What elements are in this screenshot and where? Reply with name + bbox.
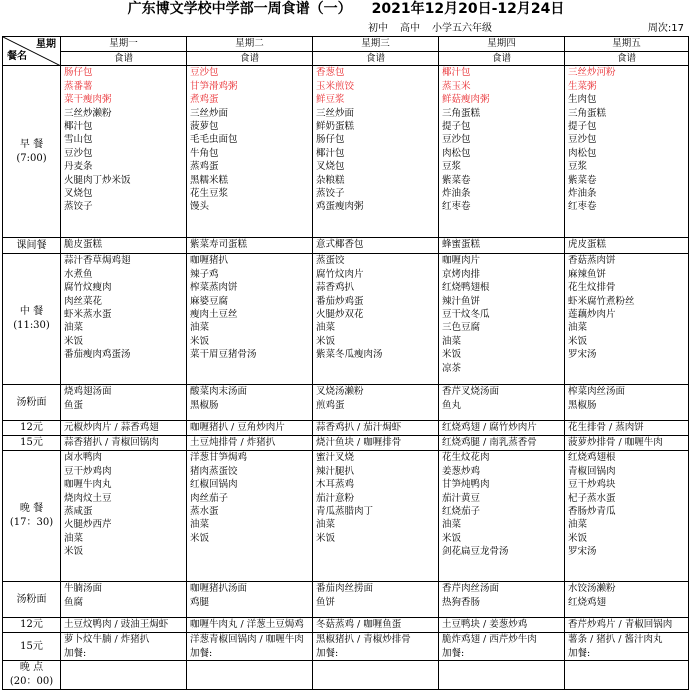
dish-item: 提子包 — [442, 120, 471, 132]
breakfast-wed — [313, 66, 439, 238]
dish-item: 烧鸡翅汤面 — [64, 386, 112, 398]
dish-item: 榨菜肉丝汤面 — [568, 386, 626, 398]
dinner-label: 晚 餐 (17：30) — [3, 451, 61, 582]
noodle1-fri — [565, 385, 689, 421]
dish-item: 紫菜冬瓜瘦肉汤 — [316, 349, 383, 361]
price15b-fri: 薯条 / 猪扒 / 酱汁肉丸 加餐: — [565, 633, 689, 661]
featured-dish: 菜干瘦肉粥 — [64, 94, 112, 106]
dish-item: 花生炆花肉 — [442, 452, 490, 464]
lunch-time: (11:30) — [13, 320, 50, 332]
dish-item: 麻辣鱼饼 — [568, 268, 607, 280]
extra-meal-label: 加餐: — [316, 647, 339, 659]
dish-item: 油菜 — [442, 335, 462, 347]
featured-dish: 鲜豆浆 — [316, 94, 345, 106]
dish-item: 油菜 — [316, 519, 336, 531]
price15-label-1: 15元 — [3, 436, 61, 451]
dish-item: 米饭 — [64, 546, 84, 558]
dish-item: 油菜 — [442, 519, 462, 531]
dish-item: 三色豆腐 — [442, 322, 481, 334]
dish-item: 香菇蒸肉饼 — [568, 255, 616, 267]
dish-item: 豆沙包 — [64, 147, 93, 159]
breakfast-tue — [187, 66, 313, 238]
date-range: 2021年12月20日-12月24日 — [371, 1, 565, 17]
dish-item: 水饺汤濑粉 — [568, 583, 616, 595]
noodle1-wed — [313, 385, 439, 421]
dish-item: 米饭 — [64, 335, 84, 347]
dish-item: 瘦肉土豆丝 — [190, 308, 238, 320]
dish-item: 三丝炒濑粉 — [64, 107, 112, 119]
featured-dish: 香葱包 — [316, 67, 345, 79]
noodle1-thu — [439, 385, 565, 421]
dish-item: 酸菜肉末汤面 — [190, 386, 248, 398]
dish-item: 花生炆排骨 — [568, 282, 616, 294]
day-header-thu: 星期四 — [439, 37, 565, 52]
price15a-fri: 菠萝炒排骨 / 咖喱牛肉 — [565, 436, 689, 451]
dish-item: 菠萝包 — [190, 120, 219, 132]
dish-item: 莲藕炒肉片 — [568, 308, 616, 320]
price12b-thu: 土豆鸭块 / 姜葱炒鸡 — [439, 618, 565, 633]
dinner-mon — [61, 451, 187, 582]
latenight-mon — [61, 661, 187, 690]
price12b-mon: 土豆炆鸭肉 / 豉油王焗虾 — [61, 618, 187, 633]
dish-item: 水煮鱼 — [64, 268, 93, 280]
dish-item: 豆干炒鸡肉 — [64, 465, 112, 477]
price12a-wed: 蒜香鸡扒 / 茄汁焗虾 — [313, 421, 439, 436]
dish-item: 牛角包 — [190, 147, 219, 159]
dish-item: 虾米蒸水蛋 — [64, 308, 112, 320]
dish-item: 罗宋汤 — [568, 546, 597, 558]
price12a-fri: 花生排骨 / 蒸肉饼 — [565, 421, 689, 436]
dish-item: 香芹肉丝汤面 — [442, 583, 500, 595]
dish-item: 油菜 — [190, 519, 210, 531]
dish-item: 剑花扁豆龙骨汤 — [442, 546, 509, 558]
noodle-row-2 — [3, 582, 689, 618]
noodle1-tue — [187, 385, 313, 421]
dish-item: 蜜汁叉烧 — [316, 452, 355, 464]
extra-meal-label: 加餐: — [190, 647, 213, 659]
featured-dish: 肠仔包 — [64, 67, 93, 79]
noodle2-tue — [187, 582, 313, 618]
dish-item: 椰汁包 — [64, 120, 93, 132]
recipe-header: 食谱 — [565, 52, 689, 66]
corner-label-meal: 餐名 — [7, 51, 27, 62]
dish-item: 豆浆 — [442, 161, 462, 173]
dish-item: 辣子鸡 — [190, 268, 219, 280]
dish-item: 咖喱猪扒 — [190, 255, 229, 267]
dish-item: 豆干炒鸡块 — [568, 479, 616, 491]
dish-item: 三丝炒面 — [190, 107, 229, 119]
day-header-mon: 星期一 — [61, 37, 187, 52]
breakfast-mon — [61, 66, 187, 238]
dish-item: 菜干眉豆猪骨汤 — [190, 349, 257, 361]
lunch-row — [3, 254, 689, 385]
snack-label: 课间餐 — [3, 238, 61, 254]
dish-item: 三角蛋糕 — [568, 107, 607, 119]
dish-item: 蒜香鸡扒 — [316, 282, 355, 294]
extra-meal-label: 加餐: — [442, 647, 465, 659]
featured-dish: 甘笋滑鸡粥 — [190, 80, 238, 92]
dish-item: 煎鸡蛋 — [316, 399, 345, 411]
price15-row-2 — [3, 633, 689, 661]
price12-row-1 — [3, 421, 689, 436]
recipe-header: 食谱 — [61, 52, 187, 66]
dish-item: 榨菜蒸肉饼 — [190, 282, 238, 294]
dish-item: 肠仔包 — [316, 134, 345, 146]
noodle1-mon — [61, 385, 187, 421]
dish-item: 豆沙包 — [442, 134, 471, 146]
dish-item: 鱼腐 — [64, 596, 84, 608]
dish-item: 火腿炒西芹 — [64, 519, 112, 531]
subheader-line — [0, 22, 692, 36]
dish-item: 黑椒肠 — [568, 399, 597, 411]
lunch-mon — [61, 254, 187, 385]
dish-item: 生肉包 — [568, 94, 597, 106]
dish-item: 番茄瘦肉鸡蛋汤 — [64, 349, 131, 361]
dish-item: 烧肉炆土豆 — [64, 492, 112, 504]
recipe-header: 食谱 — [187, 52, 313, 66]
dish-item: 蒸蛋饺 — [316, 255, 345, 267]
dish-item: 蒸咸蛋 — [64, 505, 93, 517]
dish-item: 雪山包 — [64, 134, 93, 146]
price12b-wed: 冬菇蒸鸡 / 咖喱鱼蛋 — [313, 618, 439, 633]
noodle2-fri — [565, 582, 689, 618]
noodle-row-1 — [3, 385, 689, 421]
grade-primary: 小学五六年级 — [432, 23, 492, 34]
dish-item: 丹麦条 — [64, 161, 93, 173]
dish-item: 蒜汁香草焗鸡翅 — [64, 255, 131, 267]
dish-item: 猪肉蒸蛋饺 — [190, 465, 238, 477]
snack-row — [3, 238, 689, 254]
lunch-tue — [187, 254, 313, 385]
lunch-label: 中 餐 (11:30) — [3, 254, 61, 385]
dish-item: 茄汁意粉 — [316, 492, 355, 504]
featured-dish: 玉米煎饺 — [316, 80, 355, 92]
dish-item: 三角蛋糕 — [442, 107, 481, 119]
dish-item: 火腿炒双花 — [316, 308, 364, 320]
snack-tue: 紫菜寿司蛋糕 — [187, 238, 313, 254]
dish-item: 叉烧汤濑粉 — [316, 386, 364, 398]
dish-item: 鱼蛋 — [64, 399, 84, 411]
dish-item: 鸡腿 — [190, 596, 210, 608]
price15a-tue: 土豆炖排骨 / 炸猪扒 — [187, 436, 313, 451]
price12-label-2: 12元 — [3, 618, 61, 633]
price15b-mon: 萝卜炆牛腩 / 炸猪扒 加餐: — [61, 633, 187, 661]
dish-item: 洋葱甘笋焗鸡 — [190, 452, 248, 464]
dish-item: 杂粮糕 — [316, 174, 345, 186]
price15b-thu: 脆炸鸡翅 / 西芹炒牛肉 加餐: — [439, 633, 565, 661]
price12a-mon: 元椒炒肉片 / 蒜香鸡翅 — [61, 421, 187, 436]
breakfast-row — [3, 66, 689, 238]
dish-item: 肉丝菜花 — [64, 295, 103, 307]
price15a-wed: 烧汁鱼块 / 咖喱排骨 — [313, 436, 439, 451]
dish-item: 杞子蒸水蛋 — [568, 492, 616, 504]
featured-dish: 鲜菇瘦肉粥 — [442, 94, 490, 106]
dish-item: 辣汁鱼饼 — [442, 295, 481, 307]
latenight-label: 晚 点 (20：00) — [3, 661, 61, 690]
featured-dish: 豆沙包 — [190, 67, 219, 79]
document-title: 广东博文学校中学部一周食谱（一） 2021年12月20日-12月24日 — [127, 1, 565, 17]
dish-item: 豆浆 — [568, 161, 588, 173]
dish-item: 炸油条 — [442, 187, 471, 199]
price15-label-2: 15元 — [3, 633, 61, 661]
featured-dish: 椰汁包 — [442, 67, 471, 79]
dish-item: 油菜 — [190, 322, 210, 334]
dish-item: 腐竹炆肉片 — [316, 268, 364, 280]
featured-dish: 蒸番薯 — [64, 80, 93, 92]
dish-item: 提子包 — [568, 120, 597, 132]
day-header-tue: 星期二 — [187, 37, 313, 52]
extra-meal-label: 加餐: — [568, 647, 591, 659]
lunch-thu — [439, 254, 565, 385]
price12b-fri: 香芹炒鸡片 / 青椒回锅肉 — [565, 618, 689, 633]
dish-item: 甘笋炖鸭肉 — [442, 479, 490, 491]
price15b-wed: 黑椒猪扒 / 青椒炒排骨 加餐: — [313, 633, 439, 661]
dish-item: 三丝炒面 — [316, 107, 355, 119]
dish-item: 椰汁包 — [316, 147, 345, 159]
dish-item: 花生豆浆 — [190, 187, 229, 199]
grade-senior: 高中 — [400, 23, 420, 34]
dish-item: 鸡蛋瘦肉粥 — [316, 201, 364, 213]
dish-item: 鱼丸 — [442, 399, 462, 411]
dish-item: 红烧茄子 — [442, 505, 481, 517]
dish-item: 虾米腐竹煮粉丝 — [568, 295, 635, 307]
subheader-row — [3, 52, 689, 66]
dish-item: 豆沙包 — [568, 134, 597, 146]
dinner-thu — [439, 451, 565, 582]
dish-item: 肉松包 — [442, 147, 471, 159]
dish-item: 罗宋汤 — [568, 349, 597, 361]
dish-item: 热狗香肠 — [442, 596, 481, 608]
dish-item: 鲜奶蛋糕 — [316, 120, 355, 132]
dish-item: 毛毛虫面包 — [190, 134, 238, 146]
day-header-wed: 星期三 — [313, 37, 439, 52]
price12b-tue: 咖喱牛肉丸 / 洋葱土豆焗鸡 — [187, 618, 313, 633]
noodle2-thu — [439, 582, 565, 618]
dish-item: 蒸饺子 — [316, 187, 345, 199]
dish-item: 番茄炒鸡蛋 — [316, 295, 364, 307]
dish-item: 番茄肉丝捞面 — [316, 583, 374, 595]
latenight-row — [3, 661, 689, 690]
lunch-wed — [313, 254, 439, 385]
dish-item: 鱼饼 — [316, 596, 336, 608]
dish-item: 红烧鸭翅根 — [442, 282, 490, 294]
dish-item: 青椒回锅肉 — [568, 465, 616, 477]
grade-list — [368, 22, 504, 36]
dish-item: 辣汁腿扒 — [316, 465, 355, 477]
featured-dish: 煮鸡蛋 — [190, 94, 219, 106]
price12a-thu: 红烧鸡翅 / 腐竹炒肉片 — [439, 421, 565, 436]
corner-cell — [3, 37, 61, 66]
snack-thu: 蜂蜜蛋糕 — [439, 238, 565, 254]
dish-item: 蒸水蛋 — [190, 505, 219, 517]
header-row — [3, 37, 689, 52]
dish-item: 咖喱肉片 — [442, 255, 481, 267]
dish-item: 米饭 — [316, 335, 336, 347]
noodle-label-1: 汤粉面 — [3, 385, 61, 421]
dish-item: 油菜 — [568, 322, 588, 334]
latenight-time: (20：00) — [9, 676, 54, 688]
price12a-tue: 咖喱猪扒 / 豆角炒肉片 — [187, 421, 313, 436]
dish-item: 豆干炆冬瓜 — [442, 308, 490, 320]
noodle2-mon — [61, 582, 187, 618]
breakfast-label: 早 餐 (7:00) — [3, 66, 61, 238]
dish-item: 蒸饺子 — [64, 201, 93, 213]
dish-item: 肉松包 — [568, 147, 597, 159]
corner-label-week: 星期 — [36, 39, 56, 50]
dinner-time: (17：30) — [9, 517, 54, 529]
dish-item: 火腿肉丁炒米饭 — [64, 174, 131, 186]
dish-item: 米饭 — [190, 532, 210, 544]
dish-item: 姜葱炒鸡 — [442, 465, 481, 477]
extra-meal-label: 加餐: — [64, 647, 87, 659]
featured-dish: 生菜粥 — [568, 80, 597, 92]
dinner-tue — [187, 451, 313, 582]
dish-item: 青瓜蒸腊肉丁 — [316, 505, 374, 517]
dinner-fri — [565, 451, 689, 582]
dish-item: 叉烧包 — [316, 161, 345, 173]
price15-row-1 — [3, 436, 689, 451]
dinner-wed — [313, 451, 439, 582]
dish-item: 咖喱猪扒汤面 — [190, 583, 248, 595]
dish-item: 黑椒肠 — [190, 399, 219, 411]
grade-junior: 初中 — [368, 23, 388, 34]
dish-item: 油菜 — [64, 532, 84, 544]
dish-item: 米饭 — [568, 335, 588, 347]
dish-item: 油菜 — [568, 519, 588, 531]
dish-item: 麻婆豆腐 — [190, 295, 229, 307]
dinner-row — [3, 451, 689, 582]
menu-table — [2, 36, 689, 690]
recipe-header: 食谱 — [439, 52, 565, 66]
dish-item: 腐竹炆瘦肉 — [64, 282, 112, 294]
noodle-label-2: 汤粉面 — [3, 582, 61, 618]
dish-item: 香肠炒青瓜 — [568, 505, 616, 517]
snack-fri: 虎皮蛋糕 — [565, 238, 689, 254]
dish-item: 香芹叉烧汤面 — [442, 386, 500, 398]
dish-item: 咖喱牛肉丸 — [64, 479, 112, 491]
dish-item: 米饭 — [316, 532, 336, 544]
breakfast-thu — [439, 66, 565, 238]
snack-mon: 脆皮蛋糕 — [61, 238, 187, 254]
recipe-header: 食谱 — [313, 52, 439, 66]
price15a-thu: 红烧鸡腿 / 南乳蒸香骨 — [439, 436, 565, 451]
dish-item: 凉茶 — [442, 362, 462, 374]
price15b-tue: 洋葱青椒回锅肉 / 咖喱牛肉 加餐: — [187, 633, 313, 661]
dish-item: 卤水鸭肉 — [64, 452, 103, 464]
dish-item: 茄汁黄豆 — [442, 492, 481, 504]
featured-dish: 蒸玉米 — [442, 80, 471, 92]
dish-item: 米饭 — [190, 335, 210, 347]
snack-wed: 意式椰香包 — [313, 238, 439, 254]
dish-item: 木耳蒸鸡 — [316, 479, 355, 491]
dish-item: 红椒回锅肉 — [190, 479, 238, 491]
price15a-mon: 蒜香猪扒 / 青椒回锅肉 — [61, 436, 187, 451]
featured-dish: 三丝炒河粉 — [568, 67, 616, 79]
price12-label-1: 12元 — [3, 421, 61, 436]
dish-item: 红枣卷 — [568, 201, 597, 213]
latenight-tue — [187, 661, 313, 690]
dish-item: 牛腩汤面 — [64, 583, 103, 595]
day-header-fri: 星期五 — [565, 37, 689, 52]
lunch-fri — [565, 254, 689, 385]
price12-row-2 — [3, 618, 689, 633]
dish-item: 肉丝茄子 — [190, 492, 229, 504]
week-number: 周次:17 — [647, 23, 684, 34]
dish-item: 炸油条 — [568, 187, 597, 199]
dish-item: 红枣卷 — [442, 201, 471, 213]
dish-item: 馒头 — [190, 201, 210, 213]
latenight-wed — [313, 661, 439, 690]
dish-item: 紫菜卷 — [568, 174, 597, 186]
latenight-thu — [439, 661, 565, 690]
noodle2-wed — [313, 582, 439, 618]
dish-item: 米饭 — [442, 532, 462, 544]
dish-item: 紫菜卷 — [442, 174, 471, 186]
dish-item: 米饭 — [568, 532, 588, 544]
breakfast-time: (7:00) — [16, 152, 47, 164]
latenight-fri — [565, 661, 689, 690]
dish-item: 米饭 — [442, 349, 462, 361]
dish-item: 蒸鸡蛋 — [190, 161, 219, 173]
dish-item: 黑糯米糕 — [190, 174, 229, 186]
dish-item: 叉烧包 — [64, 187, 93, 199]
dish-item: 油菜 — [64, 322, 84, 334]
dish-item: 红烧鸡翅根 — [568, 452, 616, 464]
dish-item: 红烧鸡翅 — [568, 596, 607, 608]
dish-item: 油菜 — [316, 322, 336, 334]
breakfast-fri — [565, 66, 689, 238]
dish-item: 京烤肉排 — [442, 268, 481, 280]
